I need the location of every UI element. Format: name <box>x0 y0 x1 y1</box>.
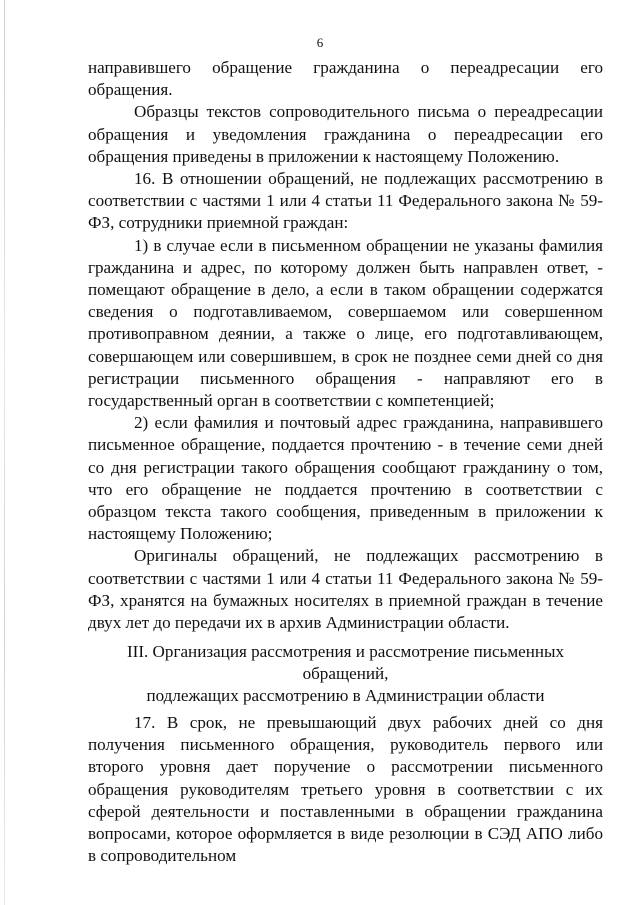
paragraph-continuation: направившего обращение гражданина о переадресации его обращения. <box>88 58 603 100</box>
paragraph-originals: Оригиналы обращений, не подлежащих рассмотрению в соответствии с частями 1 или 4 статьи 11 Федерального закона № 59-ФЗ, хранятся на бумажных носителях в приемной граждан в течение двух лет до передачи их в архив Администрации области. <box>88 546 603 633</box>
body-text-lower <box>88 712 603 867</box>
body-text-upper <box>88 57 603 634</box>
page-number: 6 <box>316 35 324 50</box>
paragraph-templates: Образцы текстов сопроводительного письма о переадресации обращения и уведомления гражданина о переадресации его обращения приведены в приложении к настоящему Положению. <box>88 102 603 166</box>
page-edge <box>4 0 5 905</box>
paragraph-item-16: 16. В отношении обращений, не подлежащих рассмотрению в соответствии с частями 1 или 4 статьи 11 Федерального закона № 59-ФЗ, сотрудники приемной граждан: <box>88 169 603 233</box>
paragraph-subitem-1: 1) в случае если в письменном обращении не указаны фамилия гражданина и адрес, по которому должен быть направлен ответ, - помещают обращение в дело, а если в таком обращении содержатся сведения о подготавливаемом, совершаемом или совершенном противоправном деянии, а также о лице, его подготавливающем, совершающем или совершившем, в срок не позднее семи дней со дня регистрации письменного обращения - направляют его в государственный орган в соответствии с компетенцией; <box>88 235 603 411</box>
paragraph-item-17: 17. В срок, не превышающий двух рабочих дней со дня получения письменного обращения, руководитель первого или второго уровня дает поручение о рассмотрении письменного обращения руководителям третьего уровня в соответствии с их сферой деятельности и поставленными в обращении гражданина вопросами, которое оформляется в виде резолюции в СЭД АПО либо в сопроводительном <box>88 713 603 866</box>
section-heading-line-2: подлежащих рассмотрению в Администрации области <box>146 686 545 706</box>
section-heading <box>88 641 603 708</box>
paragraph-subitem-2: 2) если фамилия и почтовый адрес гражданина, направившего письменное обращение, поддается прочтению - в течение семи дней со дня регистрации такого обращения сообщают гражданину о том, что его обращение не поддается прочтению в соответствии с образцом текста такого сообщения, приведенным в приложении к настоящему Положению; <box>88 413 603 544</box>
section-heading-line-1: III. Организация рассмотрения и рассмотрение письменных обращений, <box>126 642 565 684</box>
